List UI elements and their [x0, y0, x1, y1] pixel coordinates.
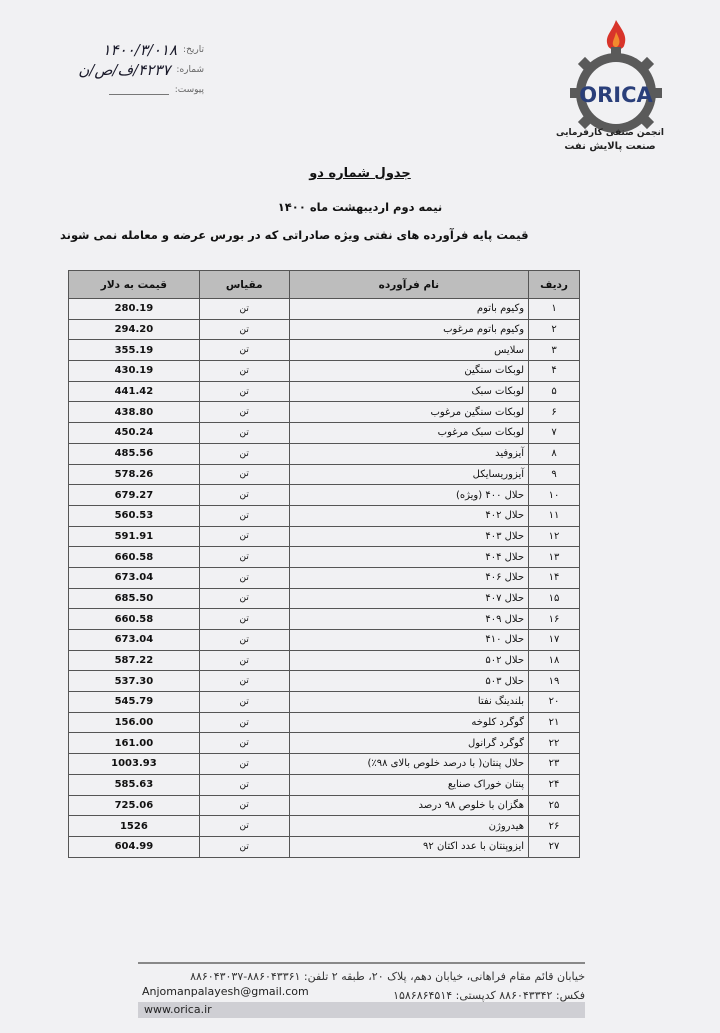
table-row — [69, 733, 580, 754]
row-index: ۳ — [529, 340, 580, 361]
product-name: هیدروژن — [289, 816, 528, 837]
attachment-line — [109, 94, 169, 95]
unit: تن — [199, 816, 289, 837]
row-index: ۲۴ — [529, 774, 580, 795]
product-name: حلال ۵۰۲ — [289, 650, 528, 671]
row-index: ۱۴ — [529, 567, 580, 588]
letter-meta — [14, 40, 204, 100]
table-row — [69, 795, 580, 816]
product-name: سلایس — [289, 340, 528, 361]
table-row — [69, 402, 580, 423]
unit: تن — [199, 299, 289, 320]
product-name: ایزوپنتان با عدد اکتان ۹۲ — [289, 836, 528, 857]
price-usd: 161.00 — [69, 733, 200, 754]
unit: تن — [199, 609, 289, 630]
row-index: ۱۷ — [529, 630, 580, 651]
price-usd: 280.19 — [69, 299, 200, 320]
unit: تن — [199, 671, 289, 692]
price-usd: 355.19 — [69, 340, 200, 361]
table-body — [69, 299, 580, 858]
product-name: پنتان خوراک صنایع — [289, 774, 528, 795]
date-row — [14, 40, 204, 60]
row-index: ۲۰ — [529, 692, 580, 713]
table-row — [69, 464, 580, 485]
row-index: ۱۶ — [529, 609, 580, 630]
unit: تن — [199, 402, 289, 423]
price-usd: 673.04 — [69, 567, 200, 588]
product-name: حلال ۴۰۹ — [289, 609, 528, 630]
header-product: نام فرآورده — [289, 271, 528, 299]
table-row — [69, 526, 580, 547]
price-usd: 450.24 — [69, 423, 200, 444]
product-name: لوبکات سنگین مرغوب — [289, 402, 528, 423]
product-name: آیزوریسایکل — [289, 464, 528, 485]
row-index: ۹ — [529, 464, 580, 485]
header-unit: مقیاس — [199, 271, 289, 299]
unit: تن — [199, 547, 289, 568]
table-row — [69, 319, 580, 340]
organization-name — [545, 128, 675, 152]
table-row — [69, 485, 580, 506]
product-name: لوبکات سبک مرغوب — [289, 423, 528, 444]
row-index: ۵ — [529, 381, 580, 402]
price-usd: 660.58 — [69, 547, 200, 568]
unit: تن — [199, 795, 289, 816]
price-usd: 1003.93 — [69, 754, 200, 775]
price-usd: 560.53 — [69, 505, 200, 526]
price-usd: 673.04 — [69, 630, 200, 651]
table-row — [69, 816, 580, 837]
period-subtitle: نیمه دوم اردیبهشت ماه ۱۴۰۰ — [277, 200, 443, 214]
attachment-label: پیوست: — [174, 85, 204, 95]
date-value: ۱۴۰۰/۳/۰۱۸ — [102, 41, 178, 59]
table-row — [69, 588, 580, 609]
unit: تن — [199, 505, 289, 526]
price-usd: 1526 — [69, 816, 200, 837]
row-index: ۲۷ — [529, 836, 580, 857]
table-row — [69, 774, 580, 795]
table-row — [69, 361, 580, 382]
attachment-row — [14, 80, 204, 100]
price-usd: 660.58 — [69, 609, 200, 630]
row-index: ۱۲ — [529, 526, 580, 547]
row-index: ۱۹ — [529, 671, 580, 692]
footer-fax-postal: فکس: ۸۸۶۰۴۳۳۴۲ کدپستی: ۱۵۸۶۸۶۴۵۱۴ — [393, 989, 585, 1002]
footer-address: خیابان قائم مقام فراهانی، خیابان دهم، پلاک ۲۰، طبقه ۲ تلفن: ۸۸۶۰۴۳۳۶۱-۸۸۶۰۴۳۰۳۷ — [190, 970, 585, 983]
row-index: ۲۲ — [529, 733, 580, 754]
product-name: لوبکات سنگین — [289, 361, 528, 382]
product-name: گوگرد گرانول — [289, 733, 528, 754]
unit: تن — [199, 650, 289, 671]
unit: تن — [199, 526, 289, 547]
row-index: ۱ — [529, 299, 580, 320]
unit: تن — [199, 733, 289, 754]
row-index: ۲۳ — [529, 754, 580, 775]
product-name: گوگرد کلوخه — [289, 712, 528, 733]
product-name: وکیوم باتوم مرغوب — [289, 319, 528, 340]
org-line-1: انجمن صنفی کارفرمایی — [555, 128, 665, 138]
table-row — [69, 547, 580, 568]
table-row — [69, 754, 580, 775]
row-index: ۱۰ — [529, 485, 580, 506]
number-row — [14, 60, 204, 80]
unit: تن — [199, 630, 289, 651]
table-title: جدول شماره دو — [309, 166, 411, 181]
product-name: هگزان با خلوص ۹۸ درصد — [289, 795, 528, 816]
product-name: حلال ۴۰۲ — [289, 505, 528, 526]
price-usd: 685.50 — [69, 588, 200, 609]
number-value: ۴۲۳۷/ف/ص/ن — [78, 61, 171, 79]
price-table — [68, 270, 580, 858]
price-usd: 578.26 — [69, 464, 200, 485]
date-label: تاریخ: — [183, 45, 204, 55]
row-index: ۲۵ — [529, 795, 580, 816]
table-row — [69, 671, 580, 692]
product-name: لوبکات سبک — [289, 381, 528, 402]
unit: تن — [199, 319, 289, 340]
price-usd: 545.79 — [69, 692, 200, 713]
unit: تن — [199, 361, 289, 382]
product-name: وکیوم باتوم — [289, 299, 528, 320]
table-row — [69, 567, 580, 588]
unit: تن — [199, 464, 289, 485]
unit: تن — [199, 485, 289, 506]
row-index: ۸ — [529, 443, 580, 464]
table-row — [69, 299, 580, 320]
footer-website: www.orica.ir — [144, 1003, 212, 1016]
orica-logo-icon — [566, 18, 666, 133]
table-row — [69, 836, 580, 857]
org-line-2: صنعت پالایش نفت — [564, 141, 656, 152]
footer-website-bar — [138, 1002, 585, 1018]
table-row — [69, 630, 580, 651]
header-price: قیمت به دلار — [69, 271, 200, 299]
row-index: ۲۱ — [529, 712, 580, 733]
product-name: بلندینگ نفتا — [289, 692, 528, 713]
price-usd: 294.20 — [69, 319, 200, 340]
price-usd: 537.30 — [69, 671, 200, 692]
row-index: ۶ — [529, 402, 580, 423]
table-header-row — [69, 271, 580, 299]
product-name: آیزوفید — [289, 443, 528, 464]
unit: تن — [199, 692, 289, 713]
row-index: ۲ — [529, 319, 580, 340]
logo-text: ORICA — [579, 83, 653, 107]
product-name: حلال ۴۰۷ — [289, 588, 528, 609]
price-usd: 441.42 — [69, 381, 200, 402]
product-name: حلال ۴۰۳ — [289, 526, 528, 547]
product-name: حلال ۴۰۶ — [289, 567, 528, 588]
header-index: ردیف — [529, 271, 580, 299]
table-row — [69, 423, 580, 444]
footer-email: Anjomanpalayesh@gmail.com — [142, 985, 309, 998]
row-index: ۱۵ — [529, 588, 580, 609]
row-index: ۱۳ — [529, 547, 580, 568]
price-usd: 485.56 — [69, 443, 200, 464]
price-usd: 587.22 — [69, 650, 200, 671]
table-row — [69, 381, 580, 402]
row-index: ۱۸ — [529, 650, 580, 671]
unit: تن — [199, 567, 289, 588]
product-name: حلال ۴۰۰ (ویژه) — [289, 485, 528, 506]
table-row — [69, 712, 580, 733]
unit: تن — [199, 836, 289, 857]
unit: تن — [199, 381, 289, 402]
unit: تن — [199, 423, 289, 444]
table-row — [69, 505, 580, 526]
unit: تن — [199, 754, 289, 775]
price-usd: 585.63 — [69, 774, 200, 795]
table-row — [69, 692, 580, 713]
row-index: ۷ — [529, 423, 580, 444]
price-usd: 591.91 — [69, 526, 200, 547]
price-usd: 725.06 — [69, 795, 200, 816]
table-row — [69, 443, 580, 464]
unit: تن — [199, 774, 289, 795]
table-description: قیمت پایه فرآورده های نفتی ویژه صادراتی که در بورس عرضه و معامله نمی شوند — [60, 228, 529, 242]
product-name: حلال ۴۱۰ — [289, 630, 528, 651]
table-row — [69, 650, 580, 671]
price-usd: 156.00 — [69, 712, 200, 733]
unit: تن — [199, 340, 289, 361]
product-name: حلال ۵۰۳ — [289, 671, 528, 692]
row-index: ۱۱ — [529, 505, 580, 526]
unit: تن — [199, 712, 289, 733]
table-row — [69, 340, 580, 361]
price-usd: 679.27 — [69, 485, 200, 506]
table-row — [69, 609, 580, 630]
product-name: حلال ۴۰۴ — [289, 547, 528, 568]
number-label: شماره: — [176, 65, 204, 75]
row-index: ۲۶ — [529, 816, 580, 837]
unit: تن — [199, 443, 289, 464]
price-usd: 438.80 — [69, 402, 200, 423]
unit: تن — [199, 588, 289, 609]
product-name: حلال پنتان( با درصد خلوص بالای ۹۸٪) — [289, 754, 528, 775]
price-usd: 430.19 — [69, 361, 200, 382]
row-index: ۴ — [529, 361, 580, 382]
price-usd: 604.99 — [69, 836, 200, 857]
